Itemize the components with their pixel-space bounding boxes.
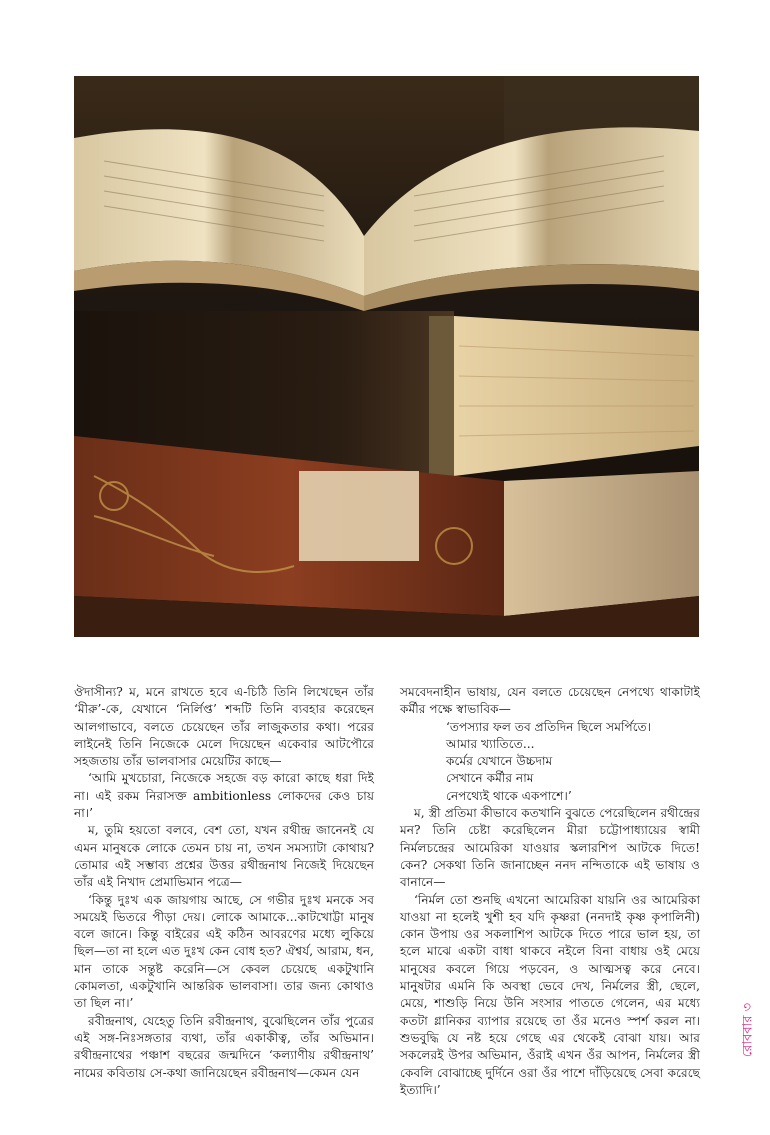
page-footer-label [738, 990, 760, 1070]
paragraph: ঔদাসীন্য? ম, মনে রাখতে হবে এ-চিঠি তিনি লিখেছেন তাঁর ‘মীরু’-কে, যেখানে ‘নির্লিপ্ত’ শব্দটি তিনি ব্যবহার করেছেন আলগাভাবে, বলতে চেয়েছেন তাঁর লাজুকতার কথা। পরের লাইনেই তিনি নিজেকে মেলে দিয়েছেন একেবার আটপৌরে সহজতায় তাঁর ভালবাসার মেয়েটির কাছে— [74, 685, 374, 769]
paragraph: সমবেদনাহীন ভাষায়, যেন বলতে চেয়েছেন নেপথ্যে থাকাটাই কর্মীর পক্ষে স্বাভাবিক— [400, 685, 700, 717]
paragraph: রবীন্দ্রনাথ, যেহেতু তিনি রবীন্দ্রনাথ, বুঝেছিলেন তাঁর পুত্রের এই সঙ্গ-নিঃসঙ্গতার ব্যথা, তাঁর একাকীত্ব, তাঁর অভিমান। রথীন্দ্রনাথের পঞ্চাশ বছরের জন্মদিনে ‘কল্যাণীয় রথীন্দ্রনাথ’ নামের কবিতায় সে-কথা জানিয়েছেন রবীন্দ্রনাথ—কেমন যেন [74, 1013, 374, 1080]
article-column-right [400, 684, 700, 1099]
paragraph: ম, স্ত্রী প্রতিমা কীভাবে কতখানি বুঝতে পেরেছিলেন রথীন্দ্রের মন? তিনি চেষ্টা করেছিলেন মীরা চট্টোপাধ্যায়ের স্বামী নির্মলচন্দ্রের আমেরিকা যাওয়ার স্কলারশিপ আটকে দিতে! কেন? সেকথা তিনি জানাচ্ছেন ননদ নন্দিতাকে এই ভাষায় ও বানানে— [400, 806, 700, 890]
magazine-name-page-number: রোববার ৩ [740, 1002, 756, 1058]
paragraph: ‘আমি মুখচোরা, নিজেকে সহজে বড় কারো কাছে ধরা দিই না। এই রকম নিরাসক্ত ambitionless লোকদের কেও চায় না।’ [74, 771, 374, 821]
paragraph: ম, তুমি হয়তো বলবে, বেশ তো, যখন রথীন্দ্র জানেনই যে এমন মানুষকে লোকে তেমন চায় না, তখন সমস্যাটা কোথায়? তোমার এই সম্ভাব্য প্রশ্নের উত্তর রথীন্দ্রনাথ নিজেই দিয়েছেন তাঁর এই নিখাদ প্রেমাভিমান পত্রে— [74, 823, 374, 890]
verse-line: সেখানে কর্মীর নাম [446, 771, 534, 786]
old-books-photo [74, 76, 699, 637]
verse-line: কর্মের যেখানে উচ্চদাম [446, 754, 553, 769]
verse-line: নেপথ্যেই থাকে একপাশে।’ [446, 788, 572, 803]
paragraph: ‘নির্মল তো শুনছি এখনো আমেরিকা যায়নি ওর আমেরিকা যাওয়া না হলেই খুশী হব যদি কৃষ্ণরা (ননদাই কৃষ্ণ কৃপালিনী) কোন উপায় ওর সকলাশিপ আটকে দিতে পারে ভাল হয়, তা হলে মাঝে একটা বাধা থাকবে নইলে বিনা বাধায় ওই মেয়ে মানুষের কবলে গিয়ে পড়বেন, ও আত্মসত্ব করে নেবে। মানুষটার এমনি কি অবস্থা ভেবে দেখ, নির্মলের স্ত্রী, ছেলে, মেয়ে, শাশুড়ি নিয়ে উনি সংসার পাততে গেলেন, এর মধ্যে কতটা গ্লানিকর ব্যাপার রয়েছে তা ওঁর মনেও স্পর্শ করল না। শুভবুদ্ধি যে নষ্ট হয়ে গেছে এর থেকেই বোঝা যায়। আর সকলেরই উপর অভিমান, ওঁরাই এখন ওঁর আপন, নির্মলের স্ত্রী কেবলি বোঝাচ্ছে দুর্দিনে ওরা ওঁর পাশে দাঁড়িয়েছে সেবা করেছে ইত্যাদি।’ [400, 892, 700, 1097]
paragraph: ‘কিন্তু দুঃখ এক জায়গায় আছে, সে গভীর দুঃখ মনকে সব সময়েই ভিতরে পীড়া দেয়। লোকে আমাকে...কাটখোট্টা মানুষ বলে জানে। কিন্তু বাইরের এই কঠিন আবরণের মধ্যে লুকিয়ে ছিল—তা না হলে এত দুঃখ কেন বোধ হত? ঐশ্বর্য, আরাম, ধন, মান তাকে সন্তুষ্ট করেনি—সে কেবল চেয়েছে একটুখানি কোমলতা, একটুখানি আন্তরিক ভালবাসা। তার জন্য কোথাও তা ছিল না।’ [74, 892, 374, 1011]
verse-line: ‘তপস্যার ফল তব প্রতিদিন ছিলে সমর্পিতে। [446, 719, 652, 734]
verse-line: আমার খ্যাতিতে... [446, 736, 535, 751]
article-column-left [74, 684, 374, 1082]
